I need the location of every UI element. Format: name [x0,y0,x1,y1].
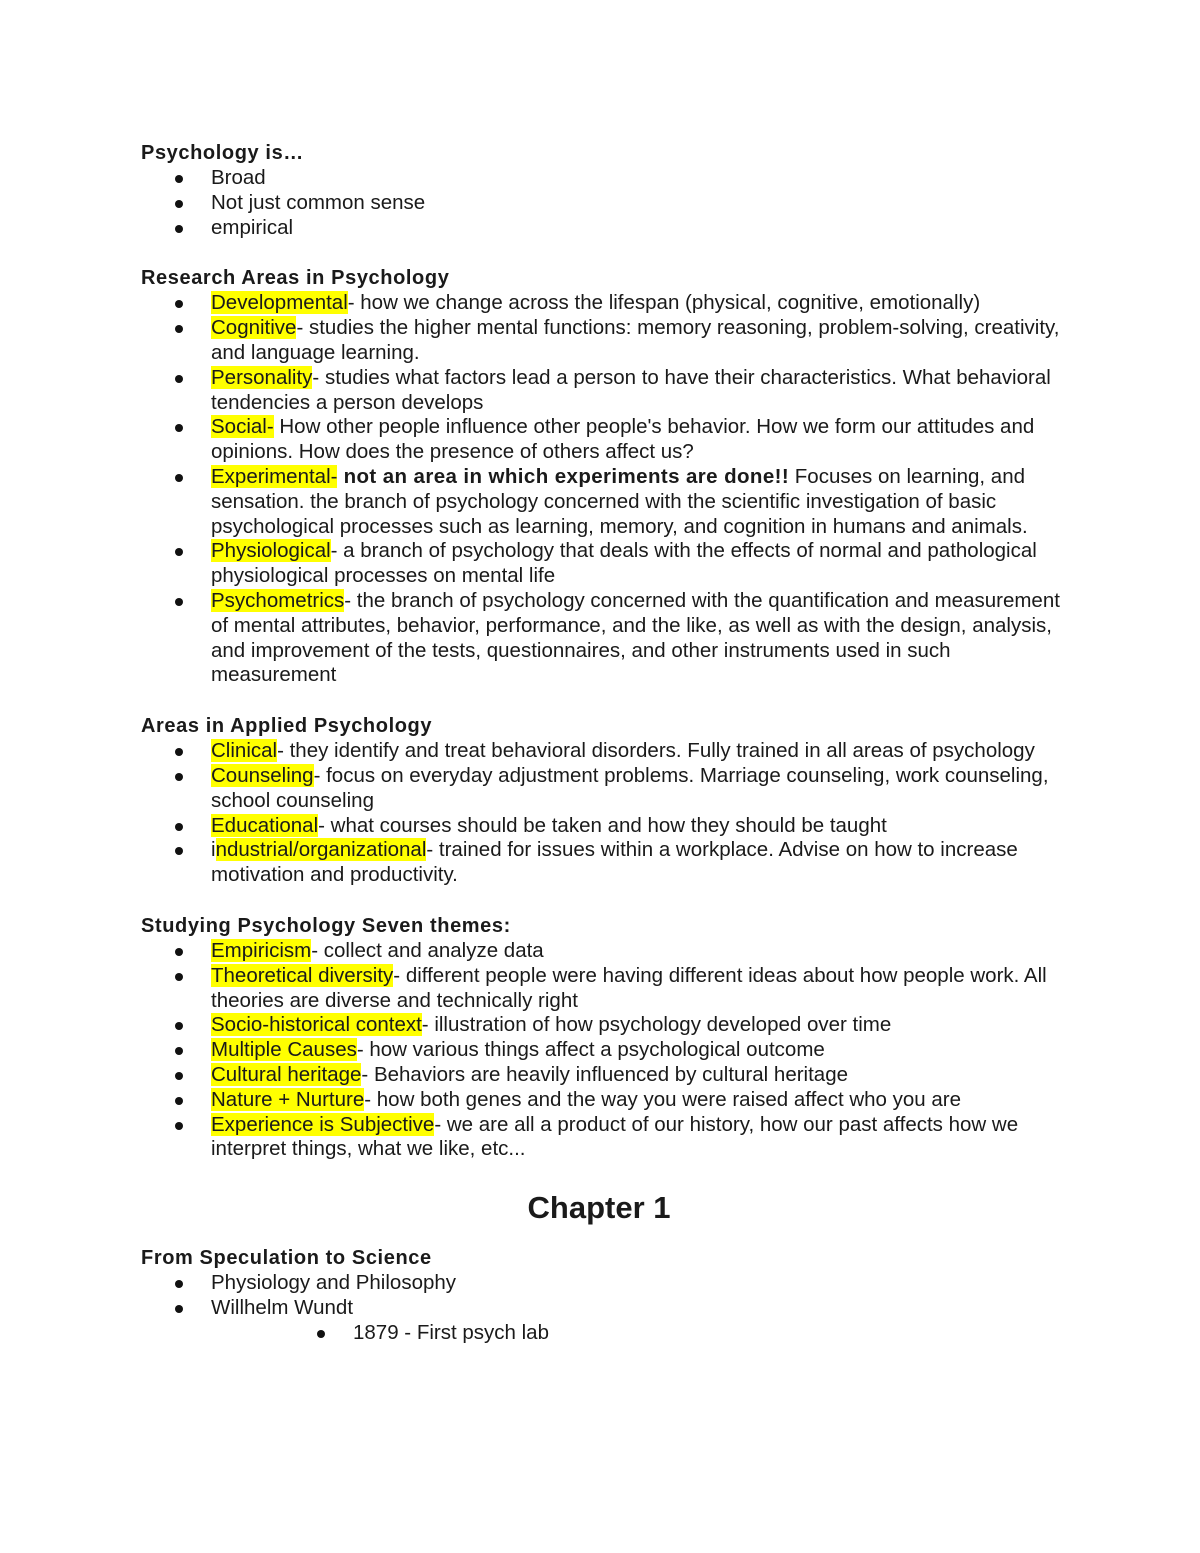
section-heading: Research Areas in Psychology [141,267,450,290]
item-description: - different people were having different ideas about how people work. All theories are diverse and technically right [211,963,1047,1012]
section-heading: From Speculation to Science [141,1247,432,1270]
list-item [141,838,1061,888]
list-item [141,964,1061,1014]
list-item [141,166,1061,191]
list-item [141,366,1061,416]
highlighted-term: Empiricism [211,938,312,962]
list-item [141,589,1061,688]
list-item [141,465,1061,539]
list-item [141,539,1061,589]
list-item [141,1013,1061,1038]
highlighted-term: Psychometrics [211,588,345,612]
item-description: - a branch of psychology that deals with the effects of normal and pathological physiological processes on mental life [211,539,1037,588]
highlighted-term: Developmental [211,291,348,315]
list-item [141,739,1061,764]
highlighted-term: Social- [211,415,274,439]
section-heading: Psychology is… [141,142,304,164]
highlighted-term: Cultural heritage [211,1062,362,1086]
item-text: Not just common sense [211,190,426,214]
list-item [141,316,1061,366]
list-item [141,764,1061,814]
section-heading: Studying Psychology Seven themes: [141,914,511,937]
highlighted-term: Socio-historical context [211,1013,422,1037]
bold-note: not an area in which experiments are done!! [337,464,790,488]
highlighted-term: Educational [211,813,319,837]
item-description: - they identify and treat behavioral disorders. Fully trained in all areas of psychology [277,739,1035,763]
list-item [141,415,1061,465]
section-gap [141,688,1061,714]
item-description: - studies what factors lead a person to have their characteristics. What behavioral tendencies a person develops [211,365,1051,414]
list-item [141,191,1061,216]
item-description: - trained for issues within a workplace. Advise on how to increase motivation and productivity. [211,838,1018,887]
bullet-list [141,291,1061,688]
item-description: - Behaviors are heavily influenced by cultural heritage [361,1062,848,1086]
item-description: - studies the higher mental functions: memory reasoning, problem-solving, creativity, and language learning. [211,316,1060,364]
highlighted-term: Physiological [211,539,331,563]
highlighted-term: Clinical [211,739,278,763]
bullet-list [141,1271,1061,1345]
list-item [141,1038,1061,1063]
list-item [141,1271,1061,1296]
item-description: - how we change across the lifespan (physical, cognitive, emotionally) [347,291,981,315]
document-page [141,141,1061,1345]
item-text: Broad [211,166,266,189]
item-description: - illustration of how psychology developed over time [421,1013,892,1037]
item-description: Focuses on learning, and sensation. the branch of psychology concerned with the scientific investigation of basic psychological processes such as learning, memory, and cognition in humans and animals. [211,464,1028,538]
highlighted-term: Experimental- [211,464,338,488]
item-description: - collect and analyze data [311,938,544,962]
chapter-title: Chapter 1 [527,1190,671,1226]
highlighted-term: Nature + Nurture [211,1087,365,1111]
bullet-list [141,939,1061,1162]
list-item [141,216,1061,241]
highlighted-term: Cognitive [211,316,297,340]
item-text: Willhelm Wundt [211,1295,354,1319]
nested-bullet-list [211,1321,1061,1346]
item-description: - what courses should be taken and how they should be taught [318,813,887,837]
highlighted-term: Multiple Causes [211,1038,357,1062]
section-gap [141,888,1061,914]
list-item [141,291,1061,316]
highlighted-term: Theoretical diversity [211,963,394,987]
list-item [141,1296,1061,1346]
list-item [211,1321,1061,1346]
bullet-list [141,166,1061,240]
item-text: Physiology and Philosophy [211,1271,457,1295]
section-gap [141,240,1061,266]
item-description: - we are all a product of our history, how our past affects how we interpret things, what we like, etc... [211,1112,1019,1161]
item-description: How other people influence other people's behavior. How we form our attitudes and opinions. How does the presence of others affect us? [211,415,1035,464]
item-description: - the branch of psychology concerned with the quantification and measurement of mental attributes, behavior, performance, and the like, as well as with the design, analysis, and improvement of the tests, questionnaires, and other instruments used in such measurement [211,588,1060,687]
item-description: - how both genes and the way you were raised affect who you are [364,1087,962,1111]
item-description: - focus on everyday adjustment problems. Marriage counseling, work counseling, school counseling [211,763,1049,812]
item-prefix: i [211,838,216,862]
item-text: 1879 - First psych lab [353,1320,549,1344]
highlighted-term: ndustrial/organizational [215,838,427,862]
list-item [141,1063,1061,1088]
list-item [141,939,1061,964]
highlighted-term: Counseling [211,763,314,787]
highlighted-term: Experience is Subjective [211,1112,435,1136]
list-item [141,1088,1061,1113]
highlighted-term: Personality [211,365,313,389]
section-heading: Areas in Applied Psychology [141,715,433,738]
list-item [141,1113,1061,1163]
item-text: empirical [211,215,294,239]
list-item [141,814,1061,839]
item-description: - how various things affect a psychological outcome [356,1038,825,1062]
bullet-list [141,739,1061,888]
